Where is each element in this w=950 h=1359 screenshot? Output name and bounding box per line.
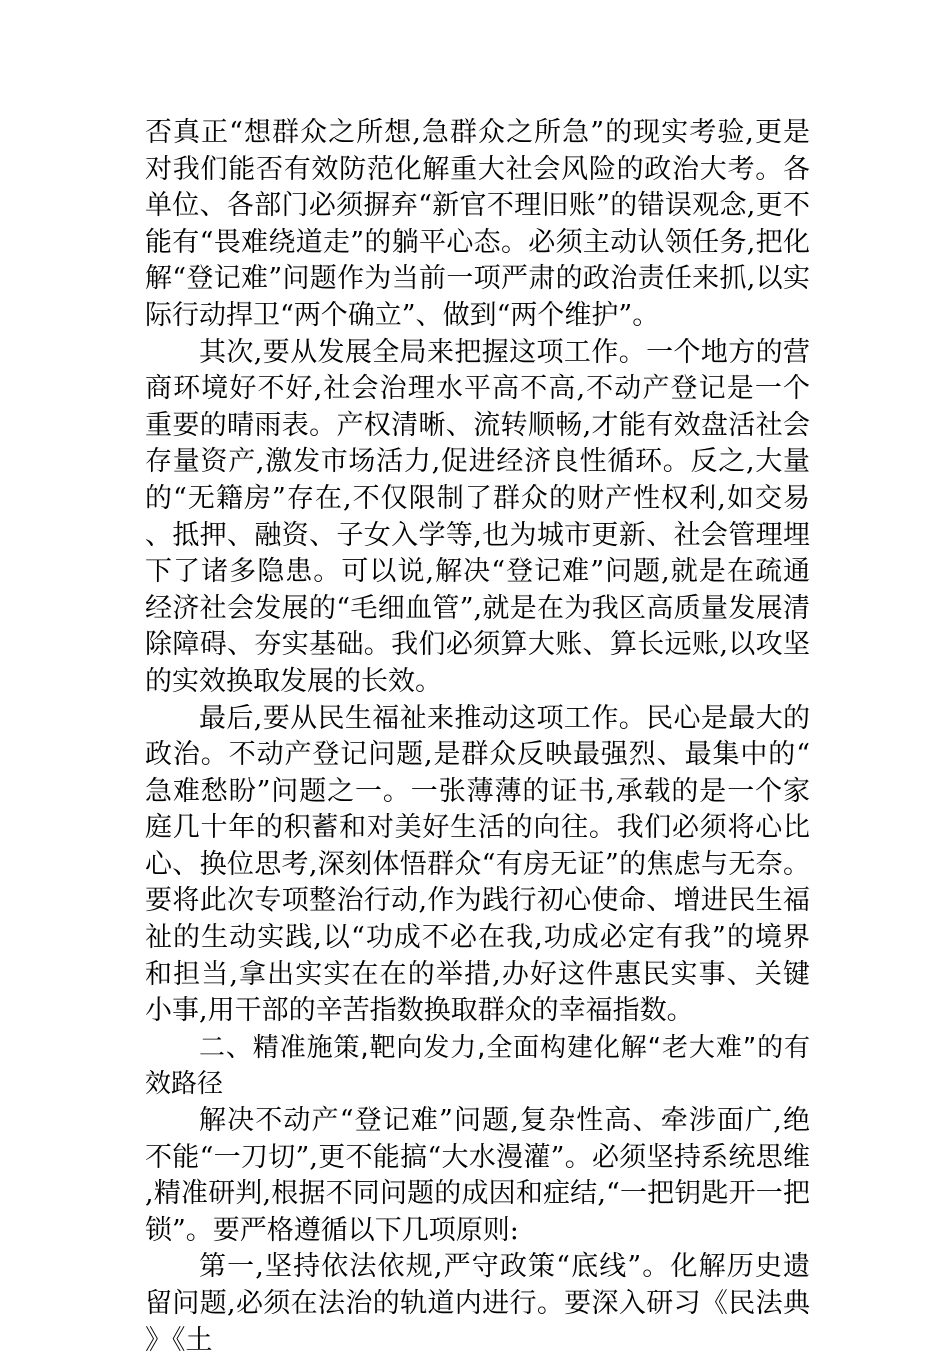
document-body — [145, 115, 810, 1359]
section-heading-two: 二、精准施策,靶向发力,全面构建化解“老大难”的有效路径 — [145, 1032, 810, 1100]
paragraph-development-overall: 其次,要从发展全局来把握这项工作。一个地方的营商环境好不好,社会治理水平高不高,不动产登记是一个重要的晴雨表。产权清晰、流转顺畅,才能有效盘活社会存量资产,激发市场活力,促进经济良性循环。反之,大量的“无籍房”存在,不仅限制了群众的财产性权利,如交易、抵押、融资、子女入学等,也为城市更新、社会管理埋下了诸多隐患。可以说,解决“登记难”问题,就是在疏通经济社会发展的“毛细血管”,就是在为我区高质量发展清除障碍、夯实基础。我们必须算大账、算长远账,以攻坚的实效换取发展的长效。 — [145, 336, 810, 697]
paragraph-livelihood-wellbeing: 最后,要从民生福祉来推动这项工作。民心是最大的政治。不动产登记问题,是群众反映最强烈、最集中的“急难愁盼”问题之一。一张薄薄的证书,承载的是一个家庭几十年的积蓄和对美好生活的向往。我们必须将心比心、换位思考,深刻体悟群众“有房无证”的焦虑与无奈。要将此次专项整治行动,作为践行初心使命、增进民生福祉的生动实践,以“功成不必在我,功成必定有我”的境界和担当,拿出实实在在的举措,办好这件惠民实事、关键小事,用干部的辛苦指数换取群众的幸福指数。 — [145, 702, 810, 1027]
paragraph-first-principle: 第一,坚持依法依规,严守政策“底线”。化解历史遗留问题,必须在法治的轨道内进行。要深入研习《民法典》《土 — [145, 1251, 810, 1356]
paragraph-continuation: 否真正“想群众之所想,急群众之所急”的现实考验,更是对我们能否有效防范化解重大社会风险的政治大考。各单位、各部门必须摒弃“新官不理旧账”的错误观念,更不能有“畏难绕道走”的躺平心态。必须主动认领任务,把化解“登记难”问题作为当前一项严肃的政治责任来抓,以实际行动捍卫“两个确立”、做到“两个维护”。 — [145, 117, 810, 331]
paragraph-systematic-approach: 解决不动产“登记难”问题,复杂性高、牵涉面广,绝不能“一刀切”,更不能搞“大水漫灌”。必须坚持系统思维,精准研判,根据不同问题的成因和症结,“一把钥匙开一把锁”。要严格遵循以下几项原则: — [145, 1105, 810, 1246]
